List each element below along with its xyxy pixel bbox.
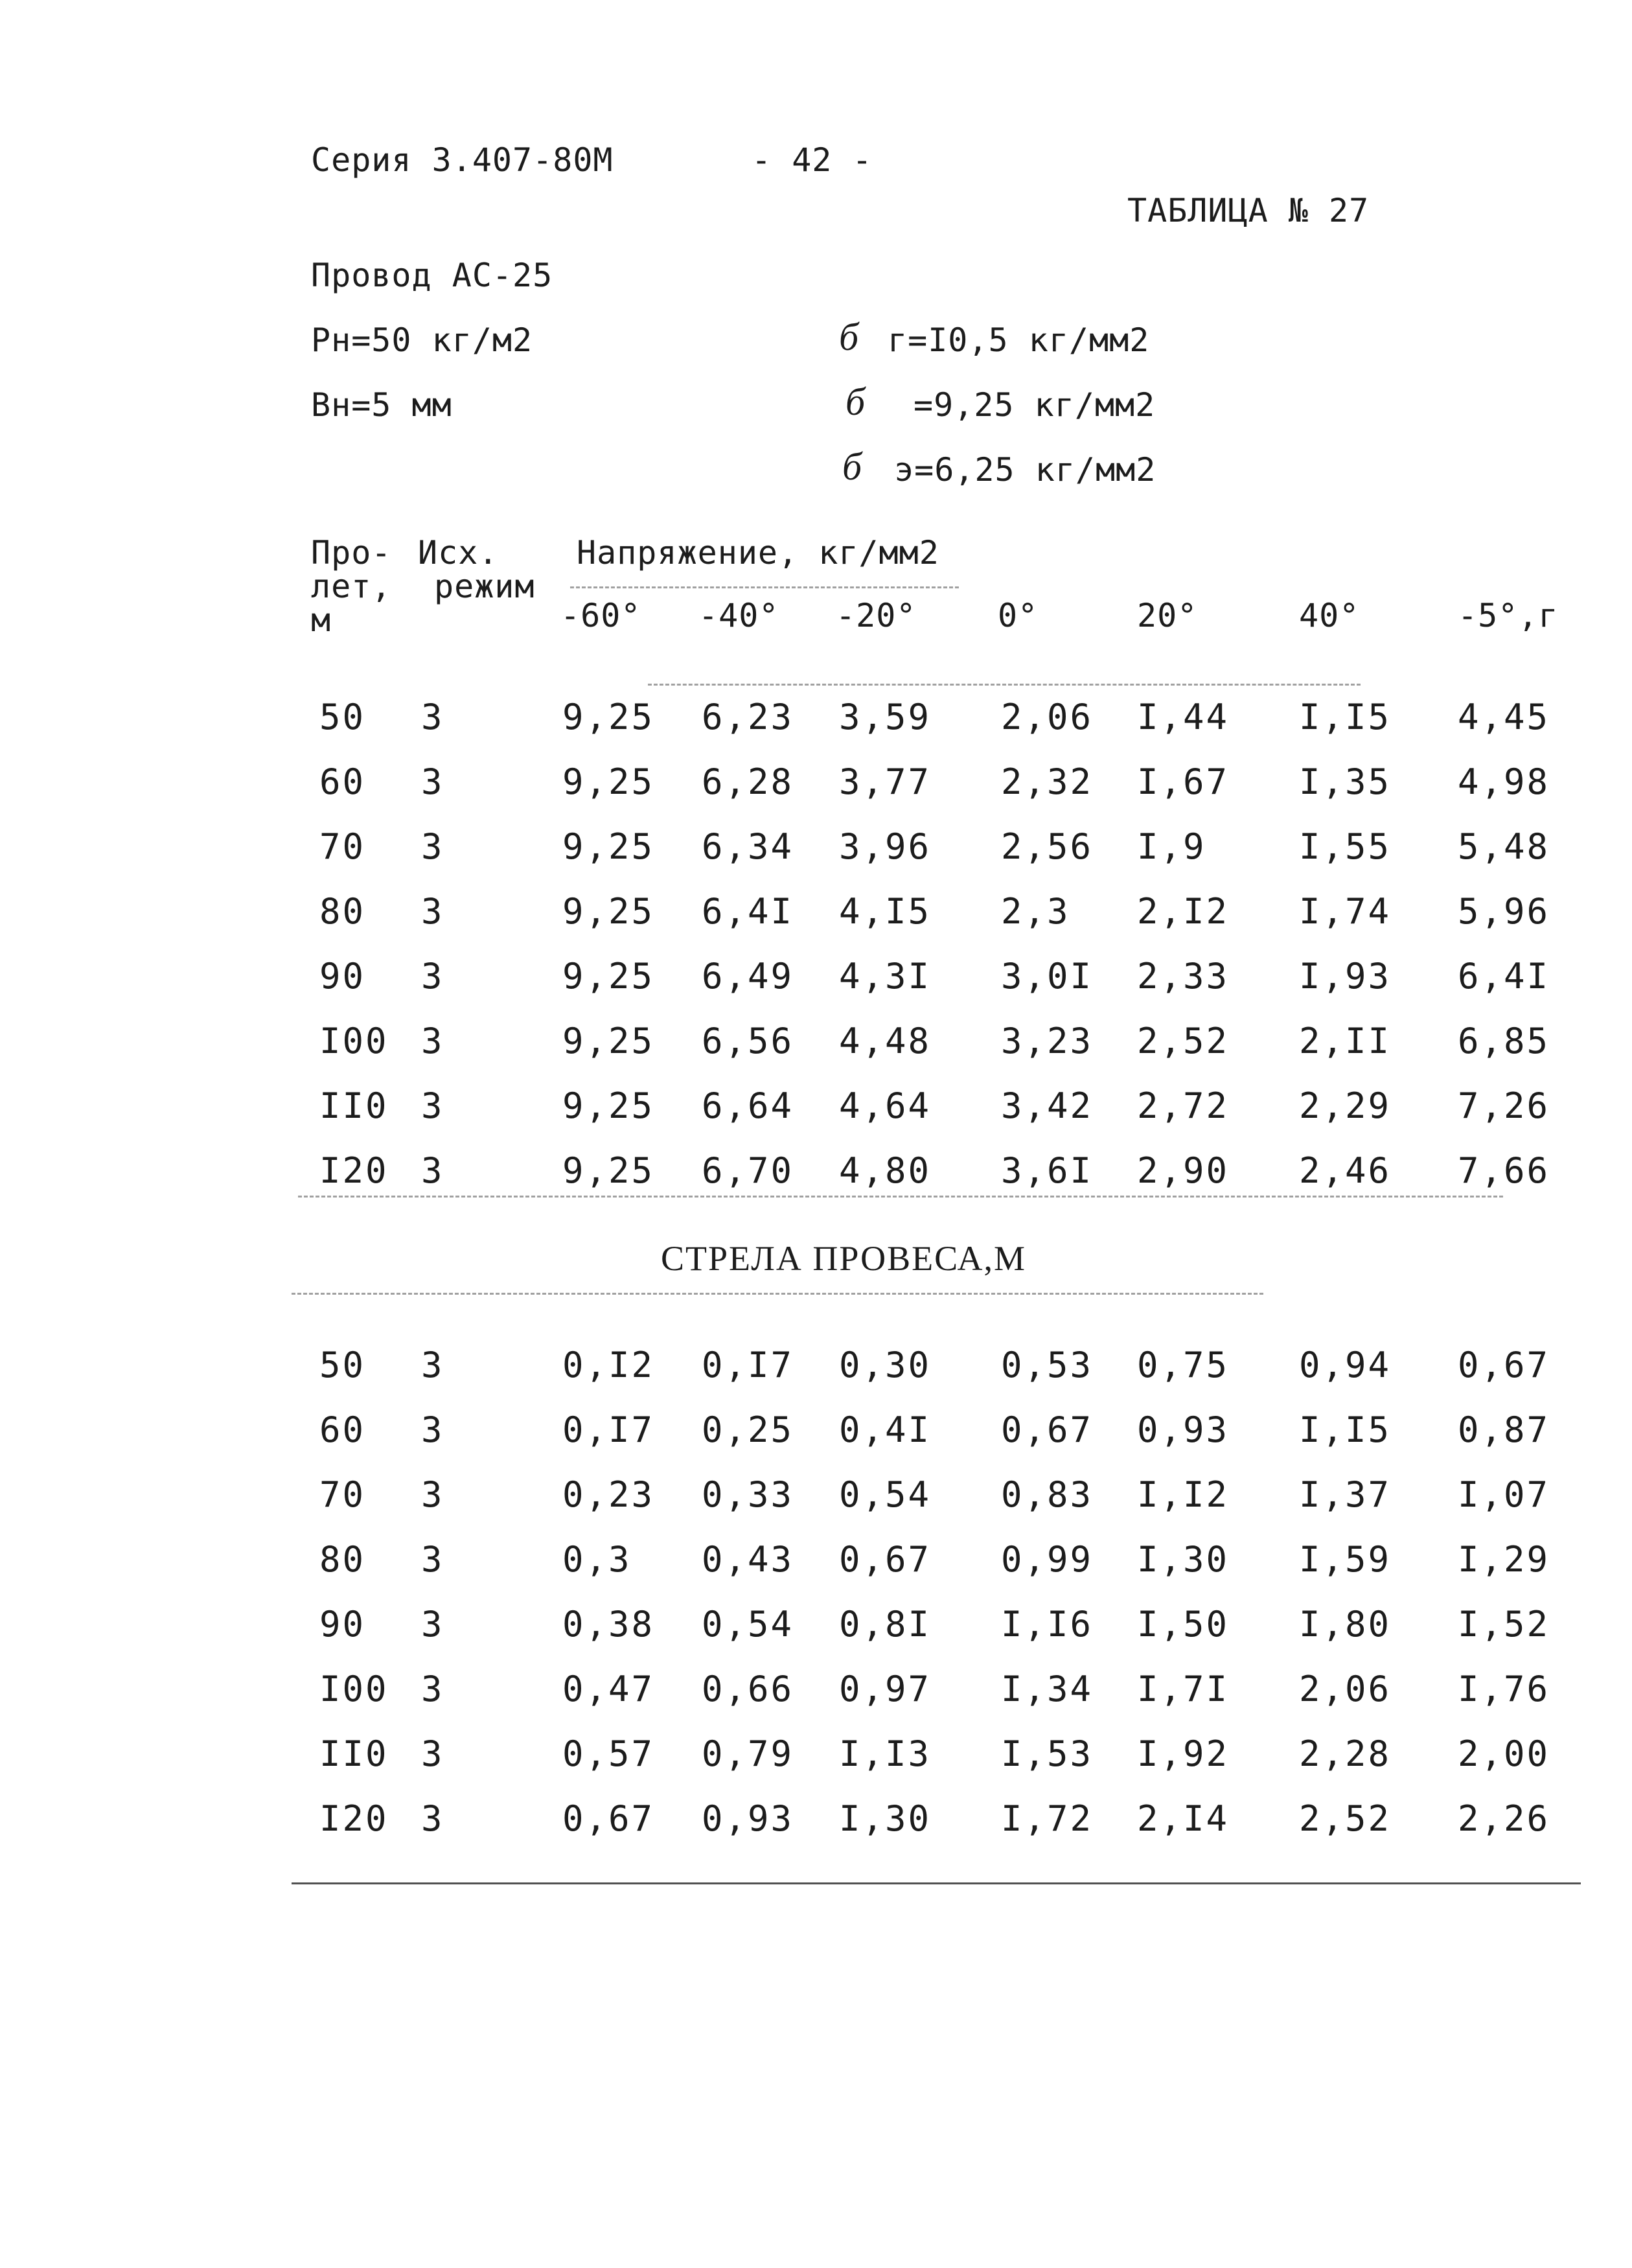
- sigma-minus: =9,25 кг/мм2: [914, 386, 1156, 424]
- temp-header-20: 20°: [1137, 597, 1198, 634]
- sag-cell-span: 80: [319, 1539, 366, 1580]
- stress-cell-span: I20: [319, 1150, 389, 1191]
- temp-header-40: 40°: [1299, 597, 1360, 634]
- stress-cell-t-m60: 9,25: [562, 1021, 655, 1061]
- stress-cell-t-20: 2,52: [1137, 1021, 1230, 1061]
- sag-cell-t-40: 0,94: [1299, 1345, 1392, 1385]
- stress-cell-t-20: I,67: [1137, 761, 1230, 802]
- sag-cell-t-m60: 0,38: [562, 1604, 655, 1645]
- stress-cell-t-40: I,35: [1299, 761, 1392, 802]
- stress-cell-mode: 3: [421, 1021, 444, 1061]
- sag-cell-t-m5-ice: 0,67: [1458, 1345, 1550, 1385]
- sag-cell-t-m20: 0,4I: [839, 1409, 932, 1450]
- wire-type: Провод АС-25: [311, 257, 553, 294]
- sag-cell-t-0: 0,99: [1001, 1539, 1094, 1580]
- span-header-line3: м: [311, 601, 332, 639]
- stress-cell-t-0: 3,0I: [1001, 956, 1094, 997]
- sag-cell-t-m20: 0,30: [839, 1345, 932, 1385]
- stress-cell-t-m5-ice: 7,26: [1458, 1085, 1550, 1126]
- stress-cell-t-0: 2,06: [1001, 697, 1094, 737]
- table-number: ТАБЛИЦА № 27: [1127, 192, 1370, 229]
- stress-cell-span: 70: [319, 826, 366, 867]
- sag-cell-t-m5-ice: 0,87: [1458, 1409, 1550, 1450]
- sag-cell-t-40: I,I5: [1299, 1409, 1392, 1450]
- sag-cell-t-m5-ice: I,29: [1458, 1539, 1550, 1580]
- sigma-symbol-g: б: [839, 316, 860, 358]
- sag-cell-mode: 3: [421, 1669, 444, 1709]
- stress-cell-t-20: 2,33: [1137, 956, 1230, 997]
- stress-cell-t-20: 2,72: [1137, 1085, 1230, 1126]
- stress-cell-t-40: 2,46: [1299, 1150, 1392, 1191]
- sigma-symbol-e: б: [842, 445, 863, 488]
- temp-header-0: 0°: [998, 597, 1039, 634]
- stress-cell-t-m60: 9,25: [562, 761, 655, 802]
- sag-cell-t-m20: 0,8I: [839, 1604, 932, 1645]
- stress-cell-t-m5-ice: 7,66: [1458, 1150, 1550, 1191]
- stress-cell-t-m5-ice: 4,45: [1458, 697, 1550, 737]
- sag-cell-mode: 3: [421, 1539, 444, 1580]
- sag-cell-mode: 3: [421, 1604, 444, 1645]
- sag-cell-span: 70: [319, 1474, 366, 1515]
- stress-cell-t-0: 2,32: [1001, 761, 1094, 802]
- stress-cell-t-m60: 9,25: [562, 891, 655, 932]
- sag-cell-t-m5-ice: 2,26: [1458, 1798, 1550, 1839]
- stress-cell-t-m5-ice: 5,96: [1458, 891, 1550, 932]
- sag-cell-t-0: I,34: [1001, 1669, 1094, 1709]
- stress-cell-mode: 3: [421, 697, 444, 737]
- sag-cell-t-40: 2,06: [1299, 1669, 1392, 1709]
- stress-table-bottom-rule: [298, 1196, 1503, 1198]
- stress-row: [0, 761, 1632, 807]
- temp-header-m60: -60°: [560, 597, 641, 634]
- sag-cell-t-20: I,92: [1137, 1733, 1230, 1774]
- stress-header: Напряжение, кг/мм2: [577, 534, 939, 572]
- stress-row: [0, 826, 1632, 872]
- sag-cell-t-m60: 0,23: [562, 1474, 655, 1515]
- sag-cell-t-40: I,37: [1299, 1474, 1392, 1515]
- stress-cell-t-0: 3,6I: [1001, 1150, 1094, 1191]
- sag-cell-t-0: 0,53: [1001, 1345, 1094, 1385]
- sag-cell-mode: 3: [421, 1409, 444, 1450]
- header-divider: [648, 684, 1361, 686]
- sigma-e: э=6,25 кг/мм2: [894, 451, 1156, 489]
- stress-cell-t-m20: 3,59: [839, 697, 932, 737]
- wind-pressure: Рн=50 кг/м2: [311, 321, 533, 359]
- sag-cell-mode: 3: [421, 1474, 444, 1515]
- stress-cell-span: 80: [319, 891, 366, 932]
- stress-cell-mode: 3: [421, 891, 444, 932]
- sag-cell-t-40: 2,28: [1299, 1733, 1392, 1774]
- sag-cell-t-0: 0,83: [1001, 1474, 1094, 1515]
- page-number: - 42 -: [752, 141, 873, 179]
- stress-cell-t-40: I,74: [1299, 891, 1392, 932]
- stress-cell-t-m40: 6,64: [702, 1085, 794, 1126]
- mode-header-line1: Исх.: [418, 534, 499, 572]
- stress-cell-t-m40: 6,4I: [702, 891, 794, 932]
- series-label: Серия 3.407-80М: [311, 141, 614, 179]
- sag-cell-t-40: I,59: [1299, 1539, 1392, 1580]
- stress-cell-t-m40: 6,70: [702, 1150, 794, 1191]
- stress-cell-t-m60: 9,25: [562, 1085, 655, 1126]
- stress-cell-t-m60: 9,25: [562, 826, 655, 867]
- stress-cell-t-m40: 6,28: [702, 761, 794, 802]
- sag-cell-span: I20: [319, 1798, 389, 1839]
- stress-cell-t-m20: 4,I5: [839, 891, 932, 932]
- sag-cell-t-m40: 0,93: [702, 1798, 794, 1839]
- stress-cell-t-0: 3,42: [1001, 1085, 1094, 1126]
- sag-cell-span: I00: [319, 1669, 389, 1709]
- sag-cell-t-m20: I,I3: [839, 1733, 932, 1774]
- stress-cell-t-m5-ice: 6,4I: [1458, 956, 1550, 997]
- stress-cell-mode: 3: [421, 826, 444, 867]
- stress-cell-t-20: 2,90: [1137, 1150, 1230, 1191]
- stress-row: [0, 697, 1632, 742]
- sag-section-title: СТРЕЛА ПРОВЕСА,М: [661, 1239, 1026, 1278]
- temp-header-m40: -40°: [698, 597, 779, 634]
- sag-cell-span: 60: [319, 1409, 366, 1450]
- stress-cell-t-0: 3,23: [1001, 1021, 1094, 1061]
- stress-row: [0, 956, 1632, 1001]
- stress-cell-mode: 3: [421, 1150, 444, 1191]
- stress-cell-t-m40: 6,56: [702, 1021, 794, 1061]
- sag-cell-t-m60: 0,47: [562, 1669, 655, 1709]
- stress-cell-t-40: 2,29: [1299, 1085, 1392, 1126]
- stress-cell-t-m40: 6,23: [702, 697, 794, 737]
- stress-cell-t-20: 2,I2: [1137, 891, 1230, 932]
- table-bottom-rule: [292, 1882, 1581, 1884]
- sag-cell-t-m20: 0,67: [839, 1539, 932, 1580]
- sag-cell-t-m20: I,30: [839, 1798, 932, 1839]
- temp-header-m5-ice: -5°,г: [1458, 597, 1559, 634]
- sag-row: [0, 1345, 1632, 1390]
- stress-row: [0, 1150, 1632, 1196]
- stress-cell-span: 50: [319, 697, 366, 737]
- sag-row: [0, 1474, 1632, 1520]
- sag-cell-t-20: 0,93: [1137, 1409, 1230, 1450]
- mode-header-line2: режим: [434, 568, 535, 605]
- stress-row: [0, 1085, 1632, 1131]
- sag-cell-t-0: I,I6: [1001, 1604, 1094, 1645]
- sag-cell-t-m40: 0,54: [702, 1604, 794, 1645]
- sag-row: [0, 1604, 1632, 1649]
- stress-cell-mode: 3: [421, 1085, 444, 1126]
- stress-cell-t-m20: 3,77: [839, 761, 932, 802]
- stress-cell-t-m5-ice: 5,48: [1458, 826, 1550, 867]
- sag-cell-t-m40: 0,I7: [702, 1345, 794, 1385]
- stress-header-rule: [570, 586, 959, 588]
- stress-cell-t-40: I,93: [1299, 956, 1392, 997]
- stress-cell-span: 60: [319, 761, 366, 802]
- sag-cell-t-20: I,50: [1137, 1604, 1230, 1645]
- stress-cell-t-m60: 9,25: [562, 1150, 655, 1191]
- sag-cell-t-20: 0,75: [1137, 1345, 1230, 1385]
- sag-row: [0, 1798, 1632, 1844]
- sag-cell-t-m60: 0,I2: [562, 1345, 655, 1385]
- stress-cell-t-m20: 4,64: [839, 1085, 932, 1126]
- stress-cell-span: I00: [319, 1021, 389, 1061]
- stress-cell-t-m60: 9,25: [562, 956, 655, 997]
- stress-cell-t-0: 2,3: [1001, 891, 1070, 932]
- sag-cell-t-m40: 0,43: [702, 1539, 794, 1580]
- sag-cell-t-20: I,I2: [1137, 1474, 1230, 1515]
- stress-row: [0, 891, 1632, 936]
- stress-cell-t-40: 2,II: [1299, 1021, 1392, 1061]
- sag-cell-t-0: 0,67: [1001, 1409, 1094, 1450]
- span-header-line1: Про-: [311, 534, 392, 572]
- sag-row: [0, 1733, 1632, 1779]
- stress-cell-t-40: I,I5: [1299, 697, 1392, 737]
- span-header-line2: лет,: [311, 568, 392, 605]
- sag-cell-span: 90: [319, 1604, 366, 1645]
- sag-cell-t-m40: 0,79: [702, 1733, 794, 1774]
- ice-thickness: Вн=5 мм: [311, 386, 452, 424]
- sag-cell-t-m60: 0,67: [562, 1798, 655, 1839]
- sag-cell-mode: 3: [421, 1733, 444, 1774]
- sag-cell-span: 50: [319, 1345, 366, 1385]
- sag-cell-t-20: 2,I4: [1137, 1798, 1230, 1839]
- stress-cell-t-m20: 3,96: [839, 826, 932, 867]
- sag-cell-t-20: I,7I: [1137, 1669, 1230, 1709]
- stress-cell-t-20: I,9: [1137, 826, 1206, 867]
- sigma-g: г=I0,5 кг/мм2: [888, 321, 1150, 359]
- sag-cell-t-40: 2,52: [1299, 1798, 1392, 1839]
- sag-cell-t-m40: 0,66: [702, 1669, 794, 1709]
- sag-cell-mode: 3: [421, 1798, 444, 1839]
- sag-cell-t-m5-ice: I,76: [1458, 1669, 1550, 1709]
- stress-cell-t-20: I,44: [1137, 697, 1230, 737]
- sag-cell-t-m40: 0,25: [702, 1409, 794, 1450]
- sag-cell-t-0: I,53: [1001, 1733, 1094, 1774]
- sag-cell-t-m20: 0,97: [839, 1669, 932, 1709]
- sag-cell-t-m5-ice: I,07: [1458, 1474, 1550, 1515]
- stress-cell-t-m5-ice: 4,98: [1458, 761, 1550, 802]
- stress-cell-t-m60: 9,25: [562, 697, 655, 737]
- sag-row: [0, 1539, 1632, 1584]
- stress-cell-t-m40: 6,49: [702, 956, 794, 997]
- sag-cell-t-m20: 0,54: [839, 1474, 932, 1515]
- stress-cell-t-m5-ice: 6,85: [1458, 1021, 1550, 1061]
- temp-header-m20: -20°: [836, 597, 917, 634]
- stress-cell-t-m20: 4,80: [839, 1150, 932, 1191]
- stress-cell-span: 90: [319, 956, 366, 997]
- stress-cell-t-0: 2,56: [1001, 826, 1094, 867]
- stress-cell-mode: 3: [421, 956, 444, 997]
- sag-cell-t-20: I,30: [1137, 1539, 1230, 1580]
- sag-row: [0, 1409, 1632, 1455]
- sag-cell-t-m5-ice: I,52: [1458, 1604, 1550, 1645]
- sag-cell-t-m5-ice: 2,00: [1458, 1733, 1550, 1774]
- sag-cell-span: II0: [319, 1733, 389, 1774]
- sag-cell-t-40: I,80: [1299, 1604, 1392, 1645]
- sigma-symbol-minus: б: [845, 380, 866, 423]
- sag-title-rule: [292, 1293, 1263, 1295]
- stress-cell-mode: 3: [421, 761, 444, 802]
- stress-cell-t-m20: 4,3I: [839, 956, 932, 997]
- stress-cell-t-40: I,55: [1299, 826, 1392, 867]
- sag-cell-mode: 3: [421, 1345, 444, 1385]
- stress-cell-span: II0: [319, 1085, 389, 1126]
- stress-row: [0, 1021, 1632, 1066]
- sag-cell-t-0: I,72: [1001, 1798, 1094, 1839]
- stress-cell-t-m40: 6,34: [702, 826, 794, 867]
- sag-cell-t-m40: 0,33: [702, 1474, 794, 1515]
- sag-cell-t-m60: 0,3: [562, 1539, 632, 1580]
- sag-cell-t-m60: 0,57: [562, 1733, 655, 1774]
- sag-row: [0, 1669, 1632, 1714]
- stress-cell-t-m20: 4,48: [839, 1021, 932, 1061]
- sag-cell-t-m60: 0,I7: [562, 1409, 655, 1450]
